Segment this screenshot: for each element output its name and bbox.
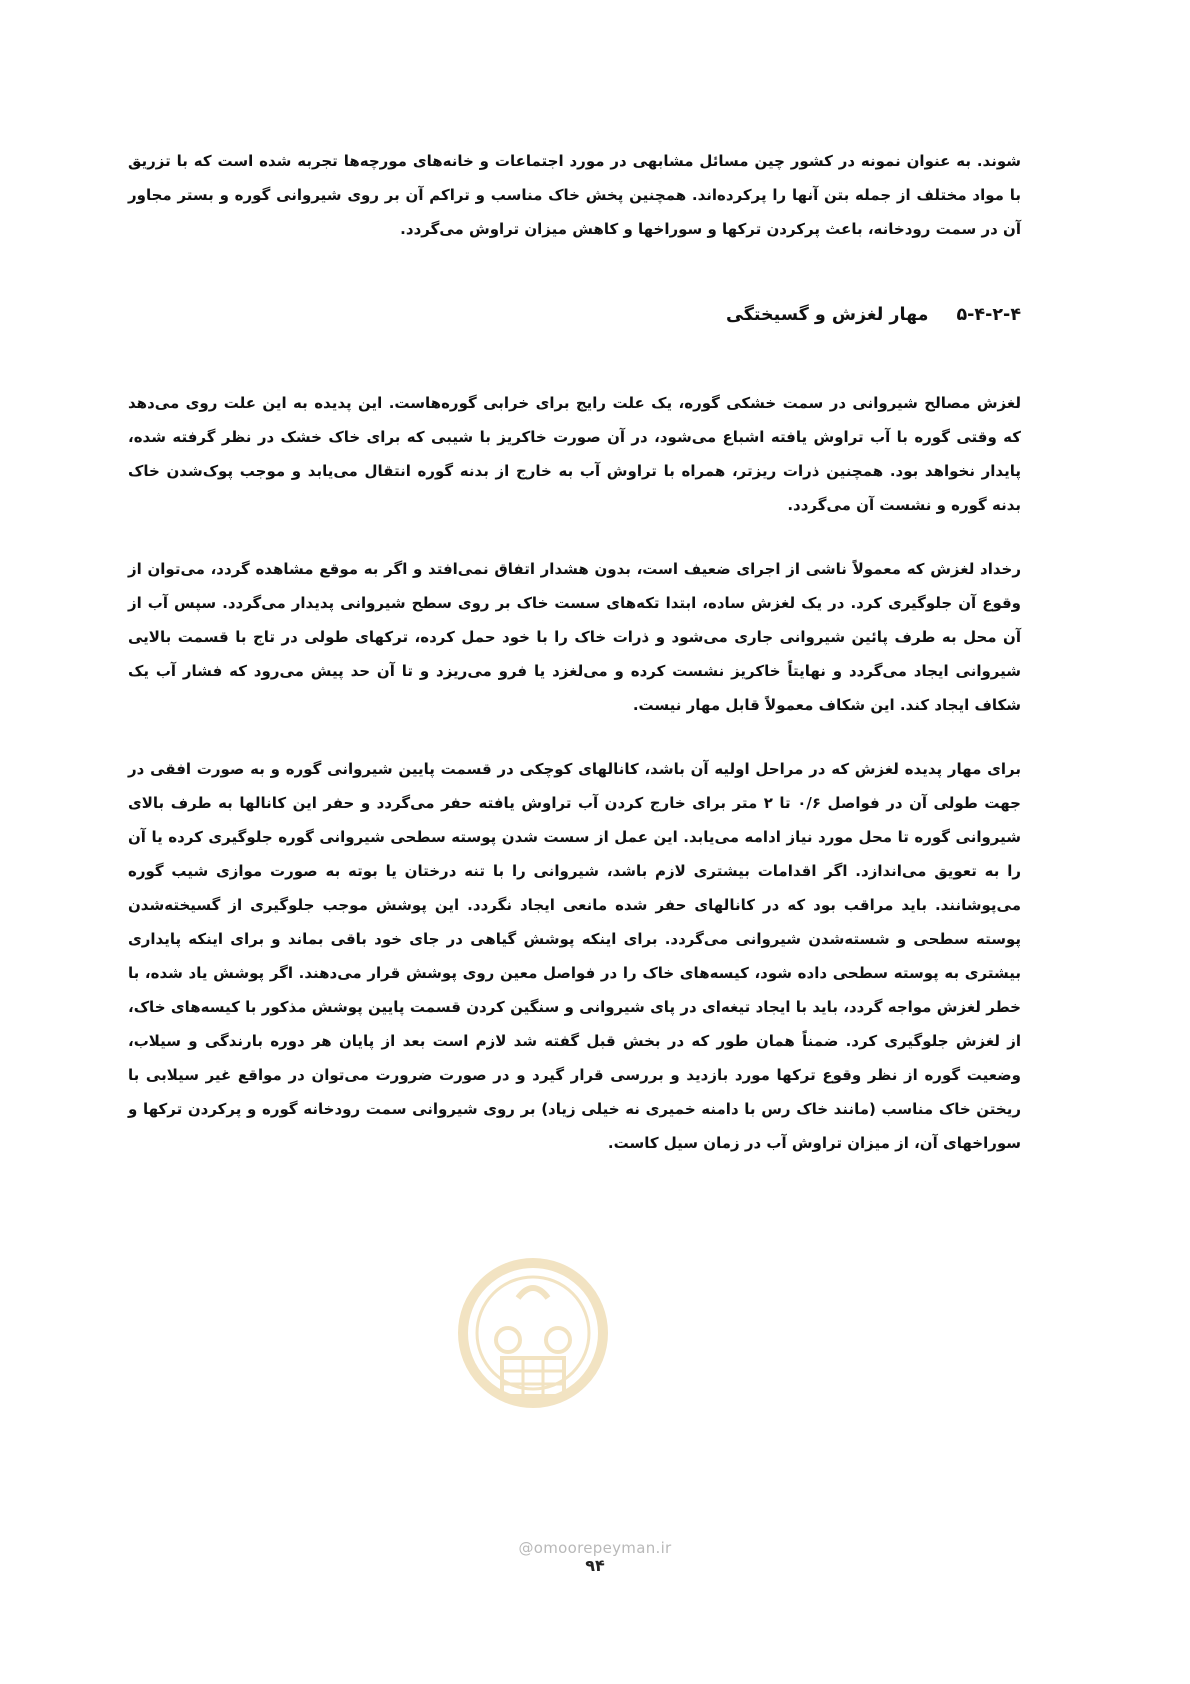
- section-heading: [128, 298, 1021, 332]
- paragraph-landslide-causes: لغزش مصالح شیروانی در سمت خشکی گوره، یک علت رایج برای خرابی گوره‌هاست. این پدیده به این علت روی می‌دهد که وقتی گوره با آب تراوش یافته اشباع می‌شود، در آن صورت خاکریز با شیبی که برای خاک خشک در نظر گرفته شده، پایدار نخواهد بود. همچنین ذرات ریزتر، همراه با تراوش آب به خارج از بدنه گوره انتقال می‌یابد و موجب پوک‌شدن خاک بدنه گوره و نشست آن می‌گردد.: [128, 394, 1021, 514]
- paragraph-landslide-occurrence: رخداد لغزش که معمولاً ناشی از اجرای ضعیف است، بدون هشدار اتفاق نمی‌افتد و اگر به موقع مشاهده گردد، می‌توان از وقوع آن جلوگیری کرد. در یک لغزش ساده، ابتدا تکه‌های سست خاک بر روی سطح شیروانی پدیدار می‌گردد. سپس آب از آن محل به طرف پائین شیروانی جاری می‌شود و ذرات خاک را با خود حمل کرده، ترکهای طولی در تاج با قسمت بالایی شیروانی ایجاد می‌گردد و نهایتاً خاکریز نشست کرده و می‌لغزد یا فرو می‌ریزد و تا آن حد پیش می‌رود که فشار آب یک شکاف ایجاد کند. این شکاف معمولاً قابل مهار نیست.: [128, 560, 1021, 714]
- page-number: ۹۴: [585, 1556, 605, 1575]
- intro-paragraph: شوند. به عنوان نمونه در کشور چین مسائل مشابهی در مورد اجتماعات و خانه‌های مورچه‌ها تجربه شده است که با تزریق با مواد مختلف از جمله بتن آنها را پرکرده‌اند. همچنین پخش خاک مناسب و تراکم آن بر روی شیروانی گوره و بستر مجاور آن در سمت رودخانه، باعث پرکردن ترکها و سوراخها و کاهش میزان تراوش می‌گردد.: [128, 152, 1021, 238]
- section-title: مهار لغزش و گسیختگی: [726, 305, 929, 325]
- section-number: ۵-۴-۲-۴: [956, 305, 1021, 325]
- paragraph-landslide-control: برای مهار پدیده لغزش که در مراحل اولیه آن باشد، کانالهای کوچکی در قسمت پایین شیروانی گوره و به صورت افقی در جهت طولی آن در فواصل ۰/۶ تا ۲ متر برای خارج کردن آب تراوش یافته حفر می‌گردد و حفر این کانالها به طرف بالای شیروانی گوره تا محل مورد نیاز ادامه می‌یابد. این عمل از سست شدن پوسته سطحی شیروانی گوره جلوگیری کرده یا آن را به تعویق می‌اندازد. اگر اقدامات بیشتری لازم باشد، شیروانی را با تنه درختان یا بوته به صورت موازی شیب گوره می‌پوشانند. باید مراقب بود که در کانالهای حفر شده مانعی ایجاد نگردد. این پوشش موجب جلوگیری از گسیخته‌شدن پوسته سطحی و شسته‌شدن شیروانی می‌گردد. برای اینکه پوشش گیاهی در جای خود باقی بماند و برای اینکه پایداری بیشتری به پوسته سطحی داده شود، کیسه‌های خاک را در فواصل معین روی پوشش قرار می‌دهند. اگر پوشش یاد شده، با خطر لغزش مواجه گردد، باید با ایجاد تیغه‌ای در پای شیروانی و سنگین کردن قسمت پایین پوشش مذکور با کیسه‌های خاک، از لغزش جلوگیری کرد. ضمناً همان طور که در بخش قبل گفته شد لازم است بعد از پایان هر دوره بارندگی و سیلاب، وضعیت گوره از نظر وقوع ترکها مورد بازدید و بررسی قرار گیرد و در صورت ضرورت می‌توان در مواقع غیر سیلابی با ریختن خاک مناسب (مانند خاک رس با دامنه خمیری نه خیلی زیاد) بر روی شیروانی سمت رودخانه گوره و پرکردن ترکها و سوراخهای آن، از میزان تراوش آب در زمان سیل کاست.: [128, 760, 1021, 1152]
- watermark-logo: [458, 1238, 608, 1428]
- document-body: [128, 144, 1021, 1160]
- watermark-url: @omoorepeyman.ir: [518, 1539, 672, 1557]
